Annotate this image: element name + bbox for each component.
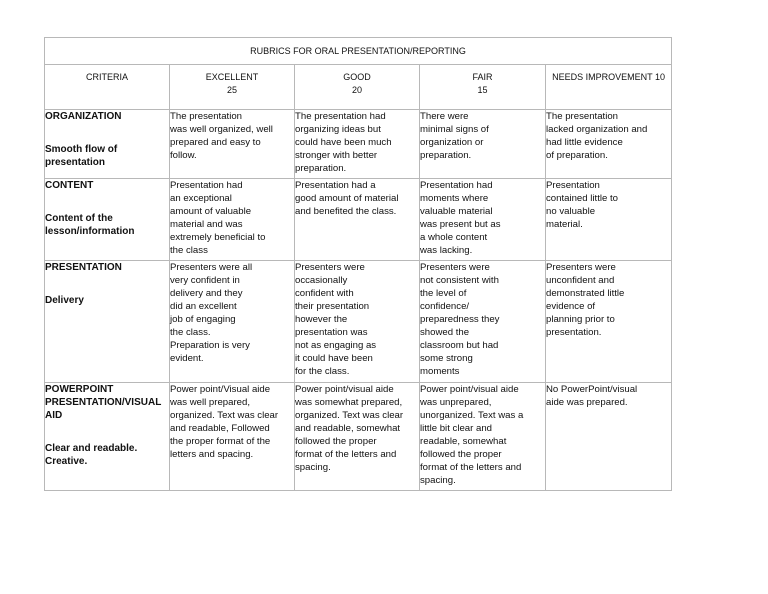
criterion-subtitle: Smooth flow of presentation	[45, 144, 118, 168]
cell-text: Power point/visual aide was unprepared, unorganized. Text was a little bit clear and readable, somewhat followed the proper format of the letters and spacing.	[420, 384, 524, 486]
rubric-cell	[546, 179, 672, 261]
table-row	[45, 110, 672, 179]
rubric-cell	[420, 261, 546, 383]
cell-text: The presentation lacked organization and had little evidence of preparation.	[546, 111, 648, 161]
criterion-subtitle: Content of the lesson/information	[45, 213, 135, 237]
table-row	[45, 383, 672, 491]
cell-text: Power point/Visual aide was well prepared, organized. Text was clear and readable, Followed the proper format of the letters and spacing.	[170, 384, 279, 460]
header-row	[45, 65, 672, 110]
rubric-cell	[420, 383, 546, 491]
cell-text: Presentation contained little to no valuable material.	[546, 180, 618, 230]
header-needs-improvement	[546, 65, 672, 110]
criterion-cell	[45, 261, 170, 383]
rubric-cell	[295, 261, 420, 383]
cell-text: Presentation had a good amount of material and benefited the class.	[295, 180, 399, 217]
rubric-cell	[170, 261, 295, 383]
header-good	[295, 65, 420, 110]
cell-text: Presenters were occasionally confident with their presentation however the presentation was not as engaging as it could have been for the class.	[295, 262, 377, 377]
header-excellent	[170, 65, 295, 110]
cell-text: No PowerPoint/visual aide was prepared.	[546, 384, 638, 408]
criterion-cell	[45, 383, 170, 491]
rubric-cell	[295, 110, 420, 179]
rubric-cell	[170, 110, 295, 179]
level-points: 20	[351, 85, 362, 95]
rubric-cell	[295, 383, 420, 491]
rubric-title: RUBRICS FOR ORAL PRESENTATION/REPORTING	[45, 38, 672, 65]
rubric-cell	[420, 110, 546, 179]
cell-text: The presentation had organizing ideas but could have been much stronger with better preparation.	[295, 111, 392, 174]
criterion-name: PRESENTATION	[45, 262, 122, 273]
level-label: EXCELLENT	[205, 72, 259, 82]
cell-text: Presenters were unconfident and demonstrated little evidence of planning prior to presentation.	[546, 262, 625, 338]
cell-text: There were minimal signs of organization or preparation.	[420, 111, 489, 161]
table-row	[45, 261, 672, 383]
cell-text: Presenters were not consistent with the level of confidence/ preparedness they showed the classroom but had some strong moments	[420, 262, 500, 377]
rubric-cell	[546, 110, 672, 179]
level-label: NEEDS IMPROVEMENT 10	[552, 72, 665, 82]
criterion-cell	[45, 110, 170, 179]
level-points: 15	[477, 85, 488, 95]
criterion-subtitle: Clear and readable. Creative.	[45, 443, 138, 467]
rubric-table	[44, 37, 672, 491]
title-row	[45, 38, 672, 65]
criterion-subtitle: Delivery	[45, 295, 84, 306]
cell-text: Presentation had an exceptional amount of valuable material and was extremely beneficial to the class	[170, 180, 266, 256]
header-criteria: CRITERIA	[45, 65, 170, 110]
table-row	[45, 179, 672, 261]
level-points: 25	[226, 85, 237, 95]
cell-text: The presentation was well organized, well prepared and easy to follow.	[170, 111, 273, 161]
header-fair	[420, 65, 546, 110]
rubric-cell	[546, 261, 672, 383]
criterion-cell	[45, 179, 170, 261]
rubric-cell	[170, 179, 295, 261]
rubric-cell	[170, 383, 295, 491]
criterion-name: ORGANIZATION	[45, 111, 122, 122]
rubric-cell	[295, 179, 420, 261]
rubric-cell	[546, 383, 672, 491]
criterion-name: CONTENT	[45, 180, 94, 191]
cell-text: Power point/visual aide was somewhat prepared, organized. Text was clear and readable, somewhat followed the proper format of the letters and spacing.	[295, 384, 404, 473]
rubric-cell	[420, 179, 546, 261]
cell-text: Presenters were all very confident in delivery and they did an excellent job of engaging the class. Preparation is very evident.	[170, 262, 253, 364]
level-label: GOOD	[343, 72, 371, 82]
criterion-name: POWERPOINT PRESENTATION/VISUAL AID	[45, 384, 162, 421]
level-label: FAIR	[472, 72, 493, 82]
cell-text: Presentation had moments where valuable material was present but as a whole content was lacking.	[420, 180, 501, 256]
